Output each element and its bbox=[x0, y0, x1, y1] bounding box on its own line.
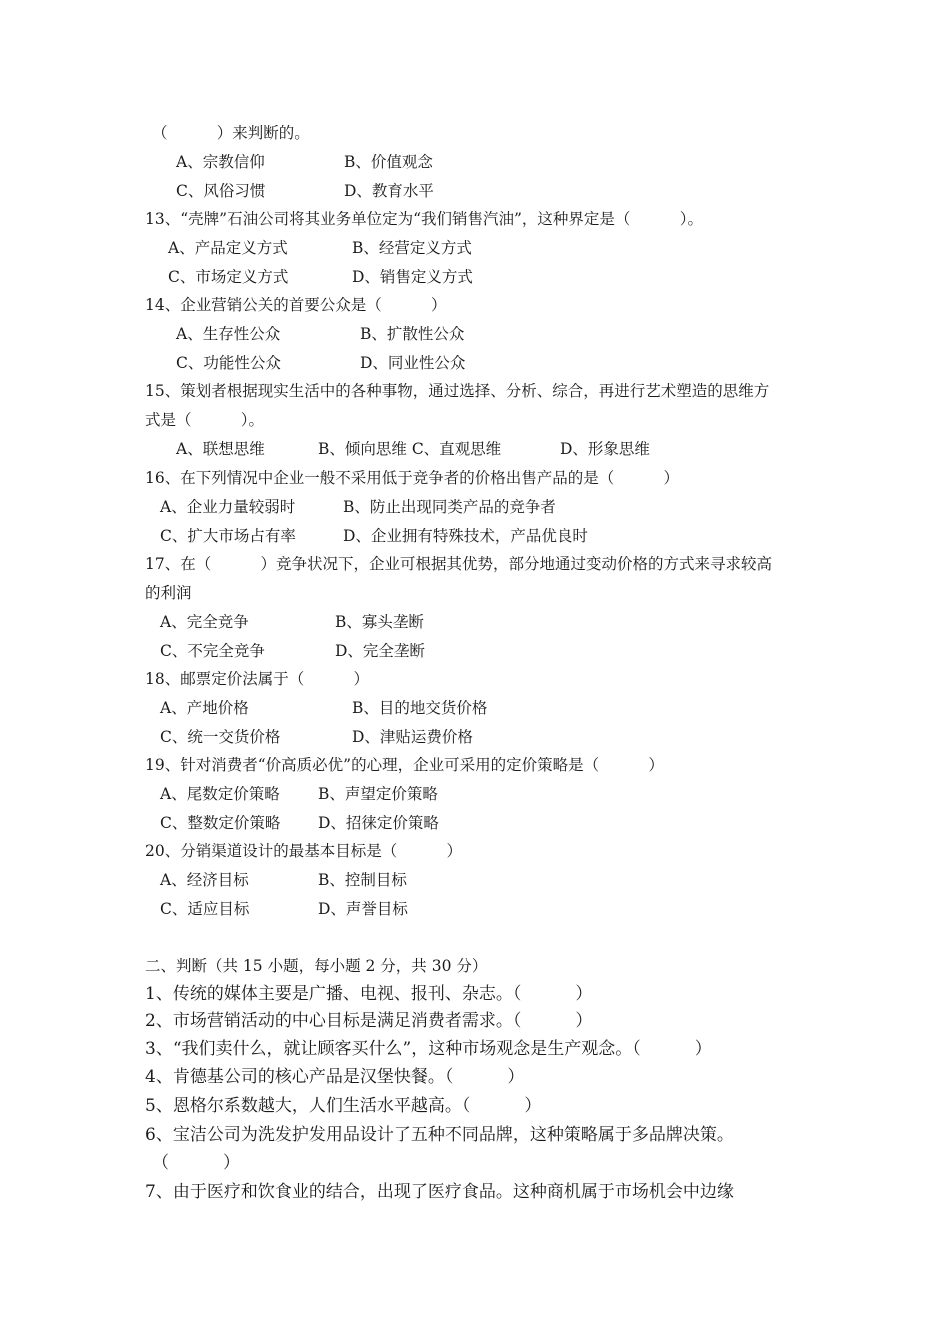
q17-stem-line1: 17、在（ ）竞争状况下，企业可根据其优势，部分地通过变动价格的方式来寻求较高 bbox=[145, 555, 772, 573]
q16-stem: 16、在下列情况中企业一般不采用低于竞争者的价格出售产品的是（ ） bbox=[145, 469, 679, 487]
q18-option-d: D、津贴运费价格 bbox=[352, 728, 473, 746]
q15-stem-line2: 式是（ ）。 bbox=[145, 411, 265, 429]
judge-6-line2: （ ） bbox=[152, 1153, 241, 1173]
q15-option-bc: B、倾向思维 C、直观思维 bbox=[318, 440, 502, 458]
q20-option-a: A、经济目标 bbox=[160, 871, 249, 889]
q16-option-b: B、防止出现同类产品的竞争者 bbox=[343, 498, 556, 516]
judge-4: 4、肯德基公司的核心产品是汉堡快餐。（ ） bbox=[145, 1067, 525, 1087]
q18-option-a: A、产地价格 bbox=[160, 699, 249, 717]
q12-option-a: A、宗教信仰 bbox=[176, 153, 265, 171]
q17-option-d: D、完全垄断 bbox=[335, 642, 425, 660]
q16-option-d: D、企业拥有特殊技术，产品优良时 bbox=[343, 527, 588, 545]
q12-option-c: C、风俗习惯 bbox=[176, 182, 266, 200]
q17-stem-line2: 的利润 bbox=[145, 584, 192, 602]
q14-option-c: C、功能性公众 bbox=[176, 354, 281, 372]
q14-option-a: A、生存性公众 bbox=[176, 325, 281, 343]
q16-option-c: C、扩大市场占有率 bbox=[160, 527, 296, 545]
q13-option-c: C、市场定义方式 bbox=[168, 268, 289, 286]
q19-option-a: A、尾数定价策略 bbox=[160, 785, 280, 803]
q13-option-b: B、经营定义方式 bbox=[352, 239, 472, 257]
q14-option-b: B、扩散性公众 bbox=[360, 325, 465, 343]
judge-7: 7、由于医疗和饮食业的结合，出现了医疗食品。这种商机属于市场机会中边缘 bbox=[145, 1182, 734, 1202]
q17-option-c: C、不完全竞争 bbox=[160, 642, 265, 660]
q12-continuation: （ ）来判断的。 bbox=[152, 124, 310, 142]
section-2-heading: 二、判断（共 15 小题，每小题 2 分，共 30 分） bbox=[145, 957, 488, 975]
q19-option-b: B、声望定价策略 bbox=[318, 785, 438, 803]
q19-option-c: C、整数定价策略 bbox=[160, 814, 281, 832]
judge-1: 1、传统的媒体主要是广播、电视、报刊、杂志。（ ） bbox=[145, 984, 593, 1004]
q15-option-a: A、联想思维 bbox=[176, 440, 265, 458]
q16-option-a: A、企业力量较弱时 bbox=[160, 498, 296, 516]
q13-stem: 13、“壳牌”石油公司将其业务单位定为“我们销售汽油”，这种界定是（ ）。 bbox=[145, 210, 703, 228]
judge-6-line1: 6、宝洁公司为洗发护发用品设计了五种不同品牌，这种策略属于多品牌决策。 bbox=[145, 1125, 734, 1145]
judge-2: 2、市场营销活动的中心目标是满足消费者需求。（ ） bbox=[145, 1011, 593, 1031]
q19-stem: 19、针对消费者“价高质必优”的心理，企业可采用的定价策略是（ ） bbox=[145, 756, 664, 774]
q20-option-b: B、控制目标 bbox=[318, 871, 407, 889]
q20-option-d: D、声誉目标 bbox=[318, 900, 408, 918]
q17-option-b: B、寡头垄断 bbox=[335, 613, 424, 631]
q18-stem: 18、邮票定价法属于（ ） bbox=[145, 670, 369, 688]
q15-stem-line1: 15、策划者根据现实生活中的各种事物，通过选择、分析、综合，再进行艺术塑造的思维方 bbox=[145, 382, 770, 400]
q20-option-c: C、适应目标 bbox=[160, 900, 250, 918]
q13-option-d: D、销售定义方式 bbox=[352, 268, 473, 286]
q20-stem: 20、分销渠道设计的最基本目标是（ ） bbox=[145, 842, 462, 860]
q18-option-c: C、统一交货价格 bbox=[160, 728, 281, 746]
judge-3: 3、“我们卖什么，就让顾客买什么”，这种市场观念是生产观念。（ ） bbox=[145, 1039, 712, 1059]
judge-5: 5、恩格尔系数越大，人们生活水平越高。（ ） bbox=[145, 1096, 542, 1116]
q15-option-d: D、形象思维 bbox=[560, 440, 650, 458]
q17-option-a: A、完全竞争 bbox=[160, 613, 249, 631]
q12-option-d: D、教育水平 bbox=[344, 182, 434, 200]
q19-option-d: D、招徕定价策略 bbox=[318, 814, 439, 832]
q18-option-b: B、目的地交货价格 bbox=[352, 699, 488, 717]
q14-stem: 14、企业营销公关的首要公众是（ ） bbox=[145, 296, 447, 314]
q13-option-a: A、产品定义方式 bbox=[168, 239, 288, 257]
q14-option-d: D、同业性公众 bbox=[360, 354, 466, 372]
q12-option-b: B、价值观念 bbox=[344, 153, 433, 171]
